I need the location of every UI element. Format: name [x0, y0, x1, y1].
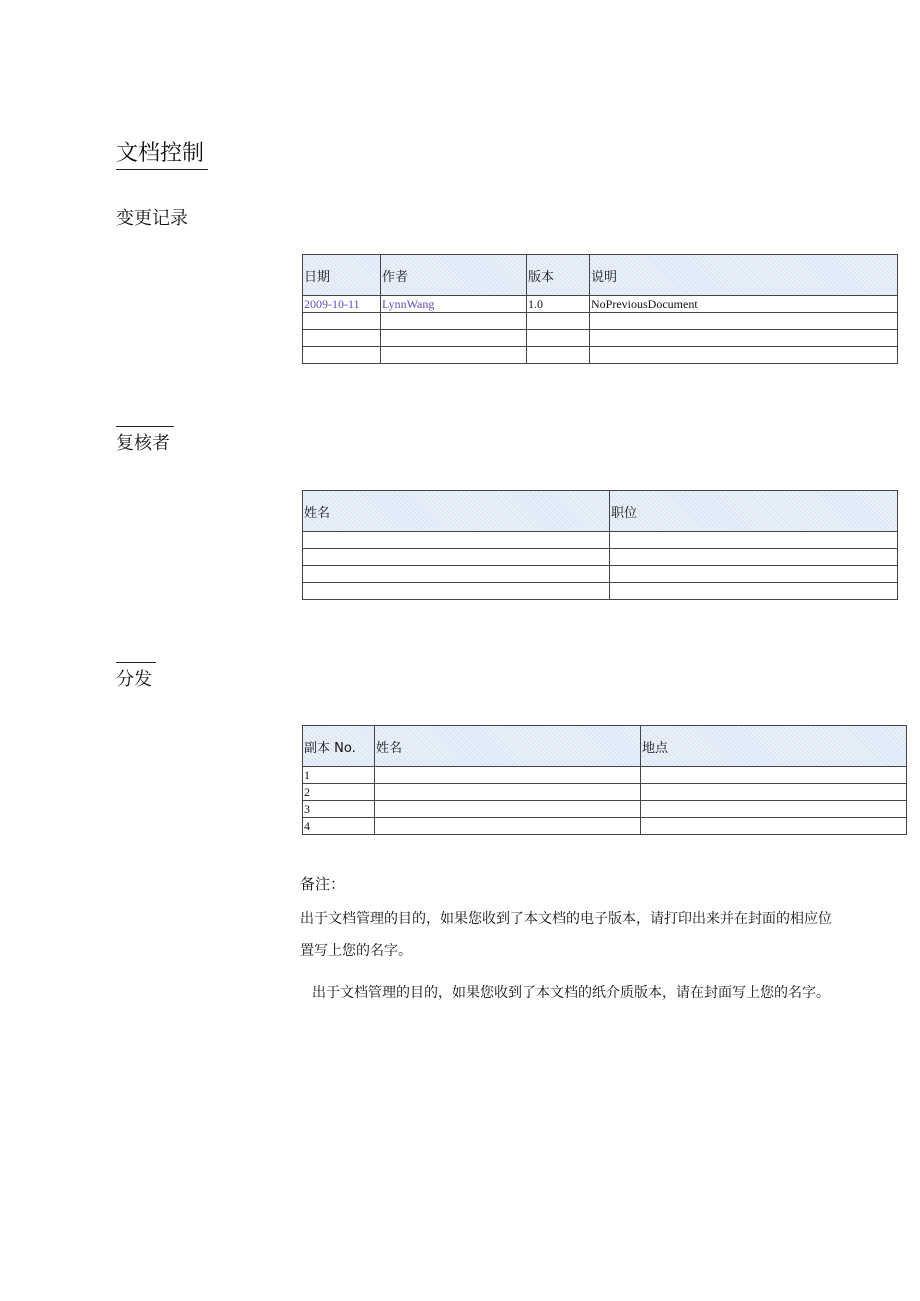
cell-date[interactable]: 2009-10-11 [303, 296, 381, 313]
cell-location [641, 767, 907, 784]
cell-description [590, 313, 898, 330]
cell-author [381, 330, 527, 347]
cell-copy-no: 3 [303, 801, 375, 818]
cell-copy-no: 2 [303, 784, 375, 801]
table-row [303, 330, 898, 347]
notes-paragraph-1-line-2: 置写上您的名字。 [300, 943, 412, 959]
cell-author [381, 313, 527, 330]
table-row [303, 767, 907, 784]
cell-version [527, 330, 590, 347]
change-log-heading: 变更记录 [116, 208, 188, 229]
cell-name [303, 549, 610, 566]
table-row [303, 296, 898, 313]
column-header-author: 作者 [381, 255, 527, 296]
distribution-table [302, 725, 907, 835]
cell-position [610, 549, 898, 566]
cell-position [610, 532, 898, 549]
cell-location [641, 801, 907, 818]
cell-copy-no: 1 [303, 767, 375, 784]
column-header-name: 姓名 [375, 726, 641, 767]
cell-author [381, 347, 527, 364]
cell-author[interactable]: LynnWang [381, 296, 527, 313]
table-row [303, 801, 907, 818]
table-row [303, 784, 907, 801]
column-header-date: 日期 [303, 255, 381, 296]
column-header-copy-no: 副本 No. [303, 726, 375, 767]
table-header-row [303, 726, 907, 767]
column-header-position: 职位 [610, 491, 898, 532]
cell-date [303, 330, 381, 347]
cell-copy-no: 4 [303, 818, 375, 835]
table-row [303, 566, 898, 583]
cell-description [590, 347, 898, 364]
cell-position [610, 566, 898, 583]
table-header-row [303, 491, 898, 532]
cell-description [590, 330, 898, 347]
table-row [303, 818, 907, 835]
table-header-row [303, 255, 898, 296]
cell-name [303, 566, 610, 583]
column-header-location: 地点 [641, 726, 907, 767]
reviewers-heading: 复核者 [116, 426, 174, 455]
notes-paragraph-2: 出于文档管理的目的，如果您收到了本文档的纸介质版本，请在封面写上您的名字。 [312, 985, 830, 1001]
cell-version: 1.0 [527, 296, 590, 313]
cell-name [375, 784, 641, 801]
cell-name [375, 818, 641, 835]
cell-date [303, 347, 381, 364]
cell-name [375, 801, 641, 818]
table-row [303, 347, 898, 364]
column-header-version: 版本 [527, 255, 590, 296]
notes-title: 备注： [300, 875, 346, 893]
cell-location [641, 818, 907, 835]
cell-version [527, 347, 590, 364]
column-header-description: 说明 [590, 255, 898, 296]
cell-name [303, 532, 610, 549]
table-row [303, 549, 898, 566]
cell-date [303, 313, 381, 330]
notes-paragraph-1-line-1: 出于文档管理的目的，如果您收到了本文档的电子版本，请打印出来并在封面的相应位 [300, 911, 832, 927]
table-row [303, 532, 898, 549]
table-row [303, 583, 898, 600]
cell-name [303, 583, 610, 600]
cell-description: NoPreviousDocument [590, 296, 898, 313]
distribution-heading: 分发 [116, 662, 156, 691]
page-title: 文档控制 [116, 136, 208, 170]
cell-name [375, 767, 641, 784]
column-header-name: 姓名 [303, 491, 610, 532]
cell-location [641, 784, 907, 801]
reviewers-table [302, 490, 898, 600]
table-row [303, 313, 898, 330]
change-log-table [302, 254, 898, 364]
cell-position [610, 583, 898, 600]
cell-version [527, 313, 590, 330]
